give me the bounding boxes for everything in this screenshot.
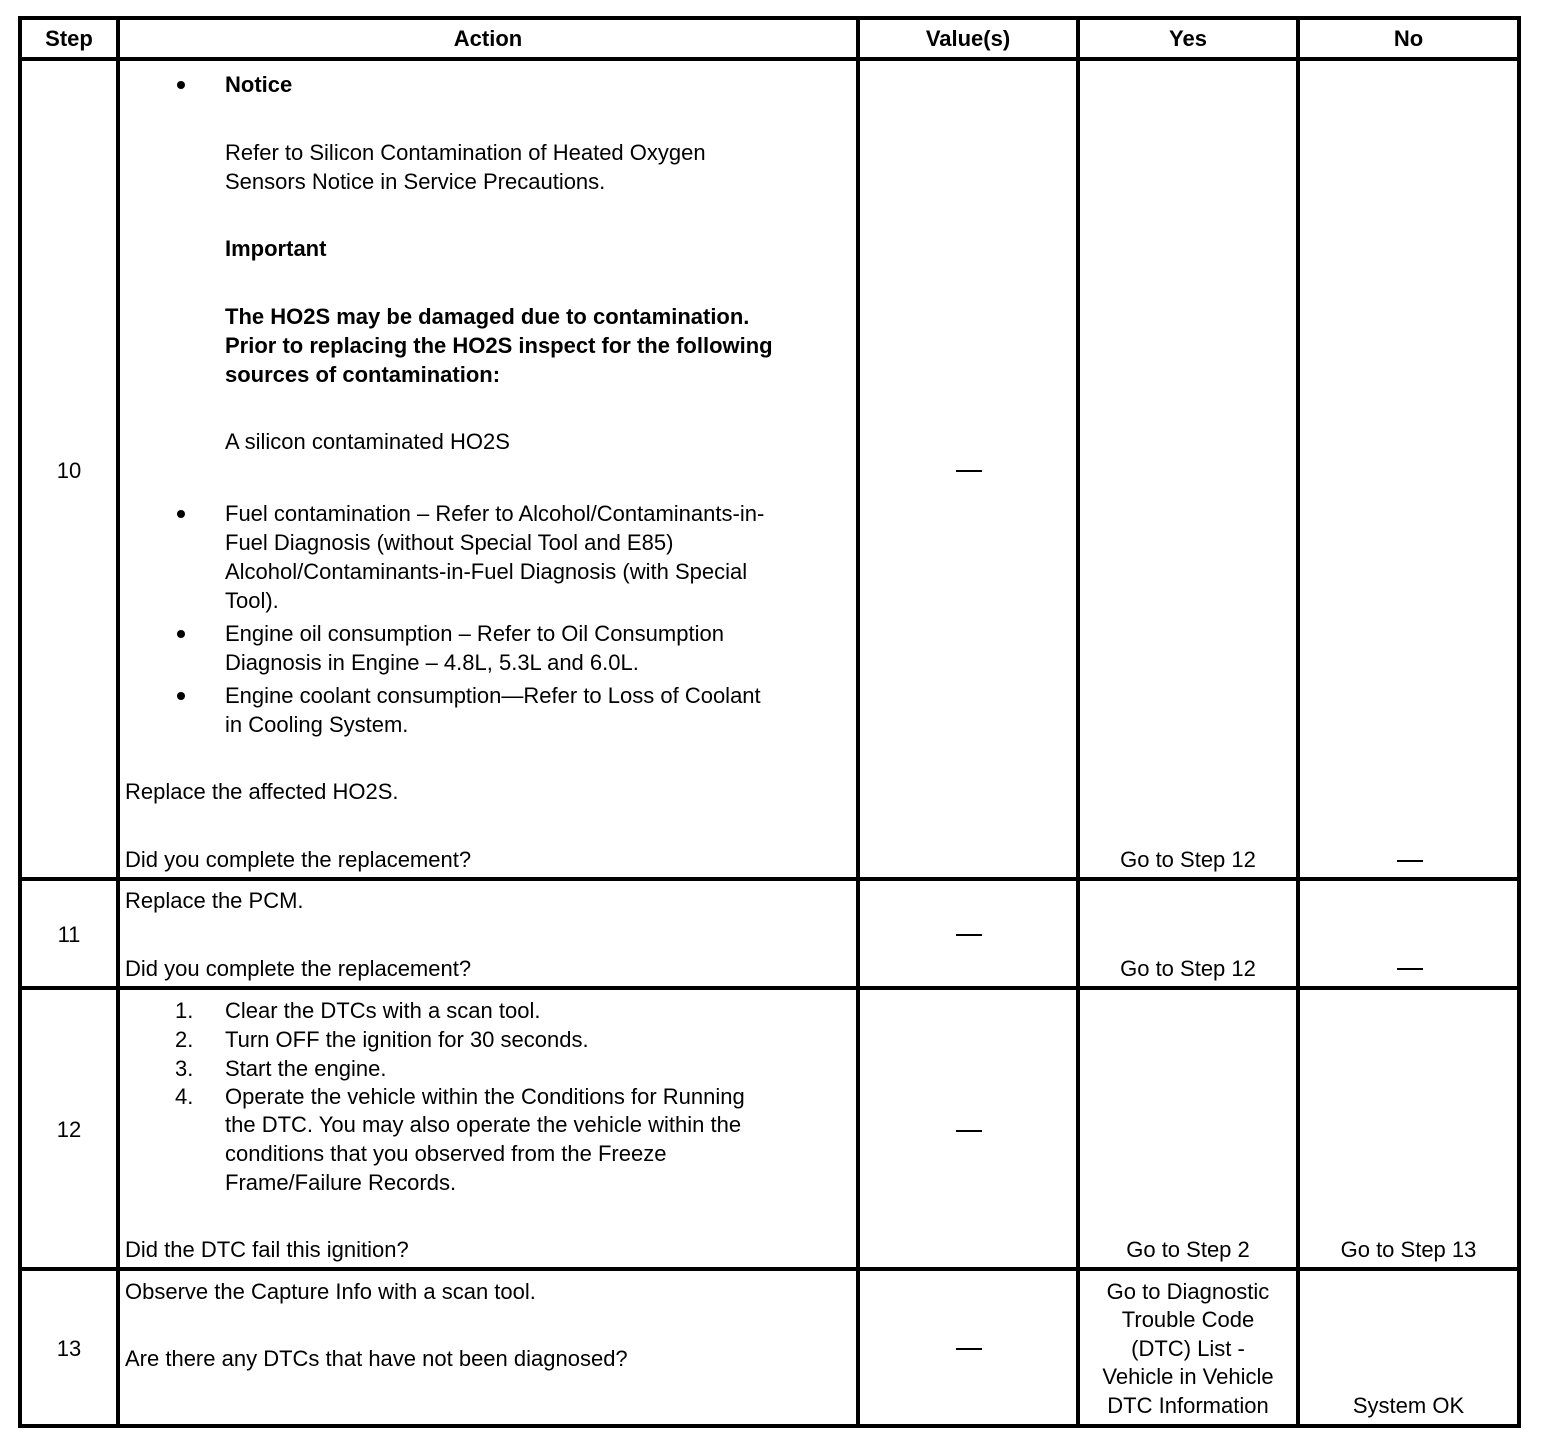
step-number-10: 10 xyxy=(56,458,82,483)
yes-result-10[interactable]: Go to Step 12 xyxy=(1120,847,1256,872)
header-step: Step xyxy=(45,26,93,51)
oil-text-part: 4.8L, 5.3L and 6.0L. xyxy=(443,650,639,675)
list-item: Turn OFF the ignition for 30 seconds. xyxy=(225,1027,589,1052)
header-no: No xyxy=(1393,26,1424,51)
no-result-12[interactable]: Go to Step 13 xyxy=(1340,1237,1477,1262)
col-divider-values xyxy=(1076,16,1080,1428)
step-question: Did you complete the replacement? xyxy=(125,847,472,872)
step-action: Observe the Capture Info with a scan tool. xyxy=(125,1279,536,1304)
list-item: the DTC. You may also operate the vehicle within the xyxy=(225,1112,742,1137)
no-dash-11 xyxy=(1397,968,1423,970)
yes-result-line: (DTC) List - xyxy=(1131,1336,1245,1361)
yes-result-11[interactable]: Go to Step 12 xyxy=(1120,956,1256,981)
important-text-line: Prior to replacing the HO2S inspect for the following xyxy=(225,333,773,358)
yes-result-line: Go to Diagnostic xyxy=(1106,1279,1270,1304)
list-item: conditions that you observed from the Freeze xyxy=(225,1141,667,1166)
value-dash-10 xyxy=(956,470,982,472)
fuel-text-line: Fuel contamination – Refer to Alcohol/Contaminants-in- xyxy=(225,501,765,526)
bullet-icon xyxy=(177,692,185,700)
yes-result-line: Trouble Code xyxy=(1121,1307,1255,1332)
col-divider-step xyxy=(116,16,120,1428)
notice-text-line: Sensors Notice in Service Precautions. xyxy=(225,169,606,194)
fuel-text-line: Tool). xyxy=(225,588,279,613)
bullet-icon xyxy=(177,510,185,518)
list-number: 1. xyxy=(175,998,194,1023)
value-dash-12 xyxy=(956,1130,982,1132)
no-dash-10 xyxy=(1397,860,1423,862)
oil-text-line: Engine oil consumption – Refer to Oil Consumption xyxy=(225,621,724,646)
notice-text-line: Refer to Silicon Contamination of Heated Oxygen xyxy=(225,140,706,165)
header-yes: Yes xyxy=(1169,26,1207,51)
col-divider-yes xyxy=(1296,16,1300,1428)
step-question: Did you complete the replacement? xyxy=(125,956,472,981)
step-number-12: 12 xyxy=(56,1117,82,1142)
replace-text: Replace the affected HO2S. xyxy=(125,779,399,804)
oil-text-part: Diagnosis in xyxy=(225,650,351,675)
silicon-text: A silicon contaminated HO2S xyxy=(225,429,510,454)
yes-result-line: Vehicle in Vehicle xyxy=(1102,1364,1274,1389)
step-number-13: 13 xyxy=(56,1336,82,1361)
list-item: Clear the DTCs with a scan tool. xyxy=(225,998,541,1023)
list-number: 4. xyxy=(175,1084,194,1109)
yes-result-12[interactable]: Go to Step 2 xyxy=(1126,1237,1250,1262)
value-dash-13 xyxy=(956,1348,982,1350)
coolant-text-line: in Cooling System. xyxy=(225,712,409,737)
important-label: Important xyxy=(225,236,327,261)
header-action: Action xyxy=(453,26,523,51)
no-result-13: System OK xyxy=(1352,1393,1465,1418)
fuel-text-line: Fuel Diagnosis (without Special Tool and E85) xyxy=(225,530,674,555)
list-number: 3. xyxy=(175,1056,194,1081)
engine-link[interactable]: Engine – xyxy=(350,650,444,675)
list-number: 2. xyxy=(175,1027,194,1052)
step-number-11: 11 xyxy=(57,922,81,947)
oil-text-line xyxy=(225,648,639,677)
value-dash-11 xyxy=(956,934,982,936)
bullet-icon xyxy=(177,81,185,89)
list-item: Operate the vehicle within the Conditions for Running xyxy=(225,1084,745,1109)
header-values: Value(s) xyxy=(925,26,1011,51)
col-divider-action xyxy=(856,16,860,1428)
step-action: Replace the PCM. xyxy=(125,888,304,913)
list-item: Start the engine. xyxy=(225,1056,387,1081)
fuel-text-line: Alcohol/Contaminants-in-Fuel Diagnosis (with Special xyxy=(225,559,748,584)
step-question: Did the DTC fail this ignition? xyxy=(125,1237,409,1262)
list-item: Frame/Failure Records. xyxy=(225,1170,457,1195)
notice-label: Notice xyxy=(225,72,293,97)
important-text-line: The HO2S may be damaged due to contamination. xyxy=(225,304,750,329)
table-border-left xyxy=(18,16,22,1428)
bullet-icon xyxy=(177,630,185,638)
yes-result-line: DTC Information xyxy=(1107,1393,1269,1418)
important-text-line: sources of contamination: xyxy=(225,362,501,387)
coolant-text-line: Engine coolant consumption—Refer to Loss of Coolant xyxy=(225,683,761,708)
table-border-right xyxy=(1517,16,1521,1428)
step-question: Are there any DTCs that have not been diagnosed? xyxy=(125,1346,628,1371)
